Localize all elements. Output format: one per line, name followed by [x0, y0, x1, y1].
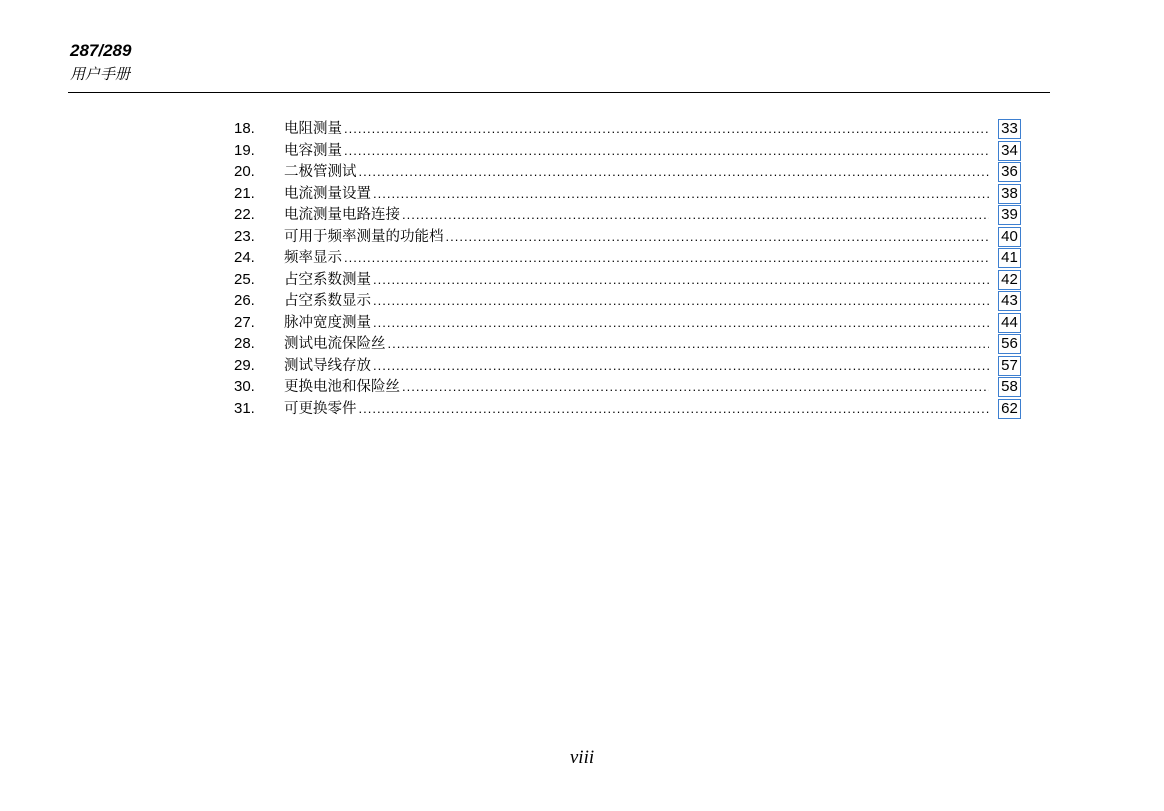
toc-entry-number: 21.	[234, 184, 255, 202]
toc-entry-number: 20.	[234, 163, 255, 180]
toc-entry-leader	[284, 204, 989, 226]
toc-entry	[234, 290, 1024, 312]
toc-entry-leader	[284, 183, 989, 205]
toc-entry	[234, 269, 1024, 291]
toc-entry	[234, 247, 1024, 269]
toc-entry	[234, 398, 1024, 420]
toc-entry-leader	[284, 355, 989, 377]
toc-entry-leader	[284, 161, 989, 183]
toc-entry-number: 31.	[234, 399, 255, 417]
toc-page-link[interactable]: 38	[998, 184, 1021, 204]
toc-page-link[interactable]: 36	[998, 162, 1021, 182]
toc-page-link[interactable]: 42	[998, 270, 1021, 290]
toc-entry-title: 可用于频率测量的功能档	[284, 228, 444, 245]
toc-entry-title: 电阻测量	[284, 121, 342, 137]
toc-entry-title: 占空系数显示	[284, 293, 371, 309]
toc-entry-number: 30.	[234, 378, 255, 395]
toc-entry-leader	[284, 226, 989, 248]
toc-entry	[234, 204, 1024, 226]
header-divider	[68, 92, 1050, 93]
manual-subtitle: 用户手册	[70, 65, 131, 83]
toc-entry-number: 22.	[234, 206, 255, 223]
toc-entry	[234, 376, 1024, 398]
toc-entry-title: 可更换零件	[284, 400, 357, 417]
toc-entry-number: 18.	[234, 120, 255, 137]
toc-entry-number: 27.	[234, 313, 255, 331]
toc-entry-leader	[284, 269, 989, 291]
toc-entry-title: 电流测量电路连接	[284, 207, 400, 223]
toc-entry-leader	[284, 118, 989, 140]
toc-page-link[interactable]: 33	[998, 119, 1021, 139]
toc-entry-title: 电容测量	[284, 142, 342, 159]
toc-entry-number: 24.	[234, 249, 255, 266]
toc-entry-number: 28.	[234, 335, 255, 352]
toc-entry-title: 二极管测试	[284, 164, 357, 180]
toc-entry-number: 26.	[234, 292, 255, 309]
toc-page-link[interactable]: 57	[998, 356, 1021, 376]
toc-entry	[234, 183, 1024, 205]
toc-entry	[234, 118, 1024, 140]
toc-page-link[interactable]: 40	[998, 227, 1021, 247]
toc-entry-title: 电流测量设置	[284, 185, 371, 202]
toc-entry-leader	[284, 290, 989, 312]
toc-entry	[234, 161, 1024, 183]
toc-entry-leader	[284, 376, 989, 398]
toc-entry-number: 19.	[234, 141, 255, 159]
toc-entry-number: 29.	[234, 356, 255, 374]
toc-page-link[interactable]: 44	[998, 313, 1021, 333]
toc-entry-number: 23.	[234, 227, 255, 245]
toc-page-link[interactable]: 34	[998, 141, 1021, 161]
toc-entry-title: 更换电池和保险丝	[284, 379, 400, 395]
toc-entry-leader	[284, 247, 989, 269]
manual-model: 287/289	[70, 41, 132, 60]
toc-page-link[interactable]: 58	[998, 377, 1021, 397]
toc-entry-leader	[284, 398, 989, 420]
figure-list	[234, 118, 1024, 419]
page-number: viii	[569, 747, 595, 768]
toc-entry	[234, 226, 1024, 248]
toc-entry	[234, 312, 1024, 334]
toc-page-link[interactable]: 56	[998, 334, 1021, 354]
toc-entry-title: 测试电流保险丝	[284, 336, 386, 352]
toc-entry-leader	[284, 333, 989, 355]
toc-page-link[interactable]: 62	[998, 399, 1021, 419]
toc-entry-leader	[284, 140, 989, 162]
toc-entry-number: 25.	[234, 270, 255, 288]
toc-entry	[234, 355, 1024, 377]
toc-page-link[interactable]: 41	[998, 248, 1021, 268]
toc-entry-title: 频率显示	[284, 250, 342, 266]
toc-entry-title: 脉冲宽度测量	[284, 314, 371, 331]
toc-entry	[234, 333, 1024, 355]
toc-page-link[interactable]: 39	[998, 205, 1021, 225]
toc-page-link[interactable]: 43	[998, 291, 1021, 311]
toc-entry-title: 占空系数测量	[284, 271, 371, 288]
toc-entry	[234, 140, 1024, 162]
toc-entry-title: 测试导线存放	[284, 357, 371, 374]
toc-entry-leader	[284, 312, 989, 334]
